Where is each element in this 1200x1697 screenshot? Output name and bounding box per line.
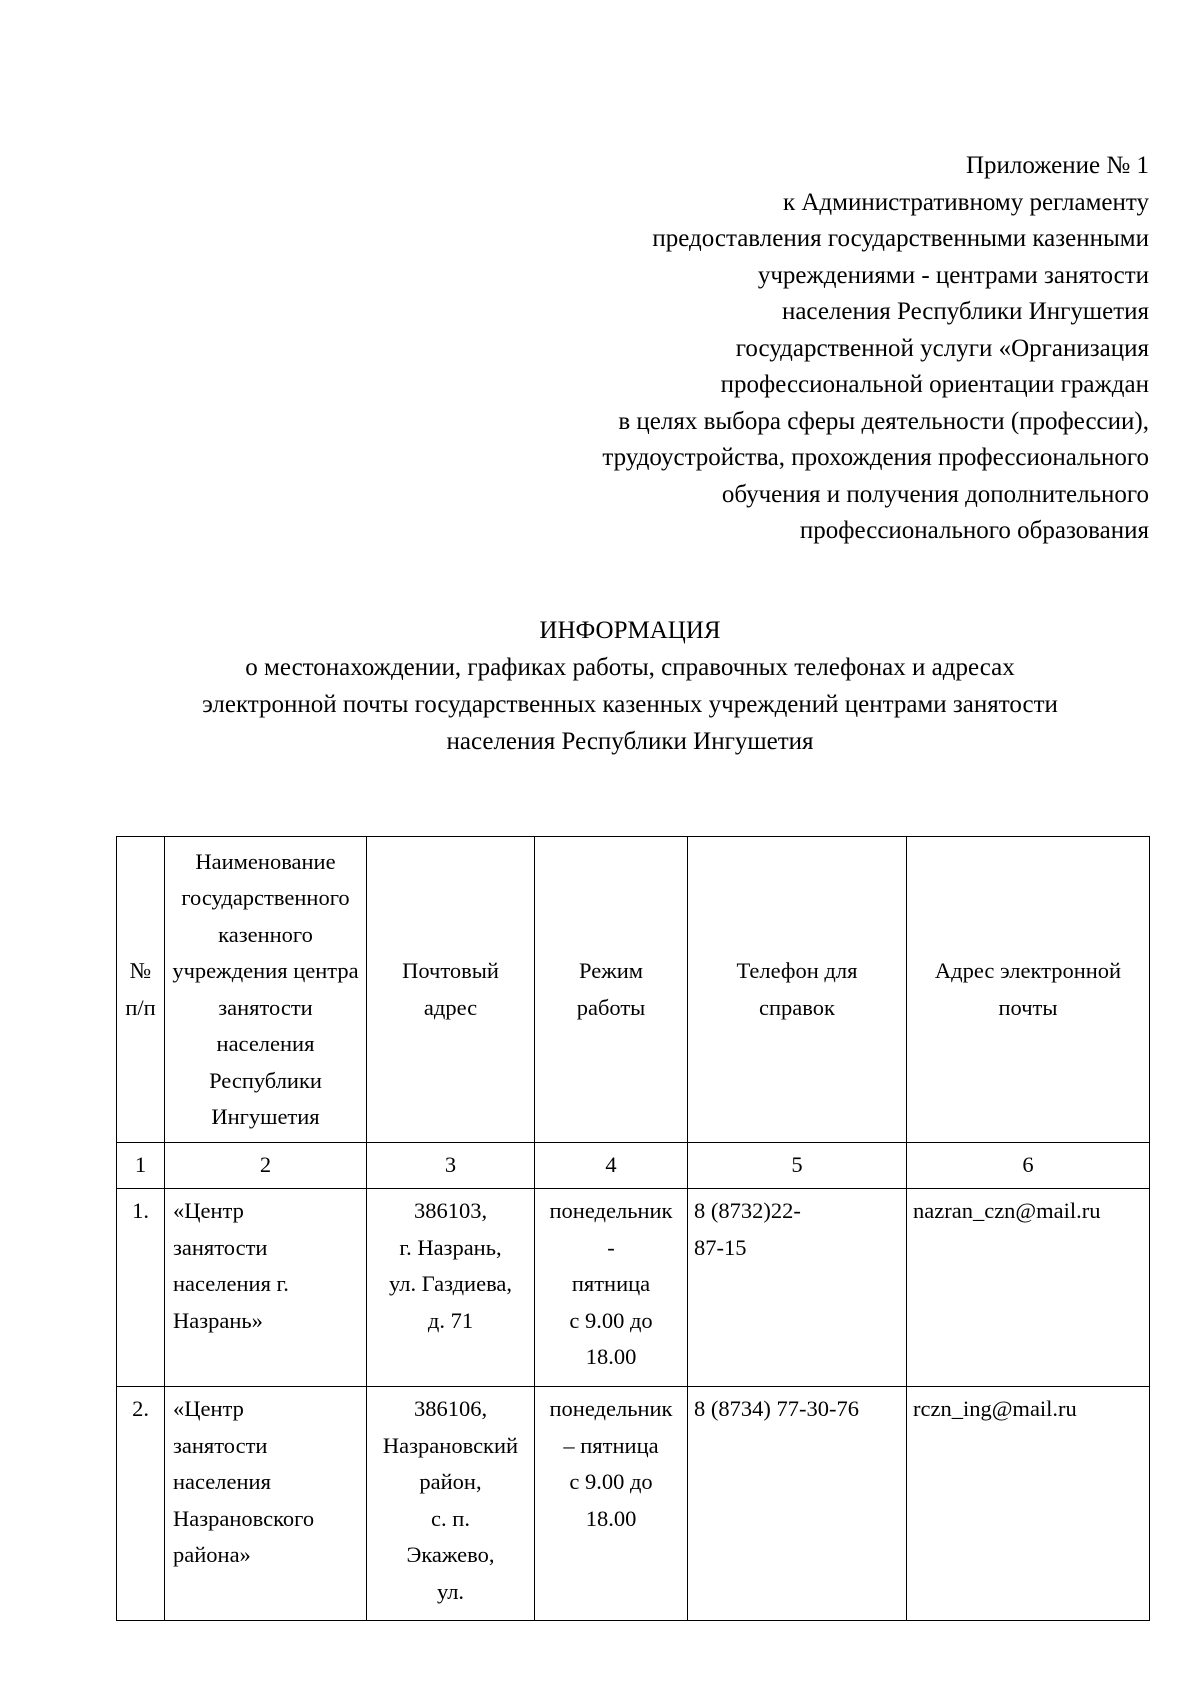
title-heading: ИНФОРМАЦИЯ [539,617,721,644]
appendix-line: обучения и получения дополнительного [721,480,1149,508]
email: nazran_czn@mail.ru [907,1189,1150,1387]
phone: 8 (8732)22- 87-15 [688,1189,907,1387]
postal-address: 386106, Назрановский район, с. п. Экажево, ул. [367,1387,535,1621]
appendix-line: населения Республики Ингушетия [781,298,1149,325]
column-number: 1 [117,1143,165,1189]
column-number-row [117,1143,1150,1189]
appendix-line: Приложение № 1 [965,152,1149,179]
title-line: населения Республики Ингушетия [446,728,814,755]
appendix-line: в целях выбора сферы деятельности (профессии), [618,407,1149,435]
header-email: Адрес электронной почты [907,837,1150,1143]
appendix-header [449,148,1149,550]
column-number: 4 [535,1143,688,1189]
institution-name: «Центр занятости населения Назрановского района» [165,1387,367,1621]
row-number: 1. [117,1189,165,1387]
appendix-line: профессионального образования [799,517,1149,544]
document-title [0,612,1200,760]
institution-name: «Центр занятости населения г. Назрань» [165,1189,367,1387]
header-phone: Телефон для справок [688,837,907,1143]
table-row [117,1189,1150,1387]
title-line: электронной почты государственных казенных учреждений центрами занятости [202,691,1058,718]
email: rczn_ing@mail.ru [907,1387,1150,1621]
postal-address: 386103, г. Назрань, ул. Газдиева, д. 71 [367,1189,535,1387]
work-schedule: понедельник - пятница с 9.00 до 18.00 [535,1189,688,1387]
info-table [116,836,1150,1621]
row-number: 2. [117,1387,165,1621]
title-line: о местонахождении, графиках работы, справочных телефонах и адресах [245,654,1015,681]
header-number: № п/п [117,837,165,1143]
appendix-line: государственной услуги «Организация [735,334,1149,362]
column-number: 5 [688,1143,907,1189]
work-schedule: понедельник – пятница с 9.00 до 18.00 [535,1387,688,1621]
appendix-line: предоставления государственными казенными [652,225,1149,252]
header-institution-name: Наименование государственного казенного учреждения центра занятости населения Республики Ингушетия [165,837,367,1143]
header-work-schedule: Режим работы [535,837,688,1143]
appendix-line: трудоустройства, прохождения профессионального [602,444,1149,471]
column-number: 2 [165,1143,367,1189]
appendix-line: профессиональной ориентации граждан [720,371,1149,398]
table-header-row [117,837,1150,1143]
appendix-line: учреждениями - центрами занятости [757,261,1149,289]
phone: 8 (8734) 77-30-76 [688,1387,907,1621]
header-postal-address: Почтовый адрес [367,837,535,1143]
table-row [117,1387,1150,1621]
column-number: 3 [367,1143,535,1189]
appendix-line: к Административному регламенту [782,188,1149,216]
column-number: 6 [907,1143,1150,1189]
